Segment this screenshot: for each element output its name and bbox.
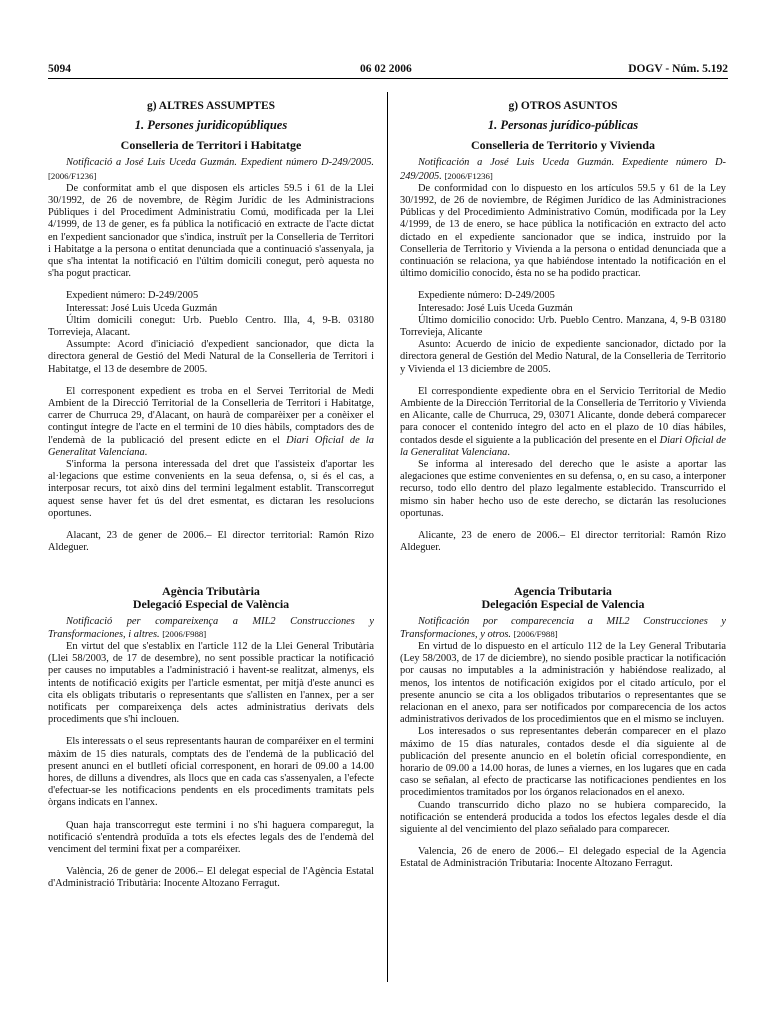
paragraph: Se informa al interesado del derecho que le asiste a aportar las alegaciones que estime convenientes en su defensa, o, en su caso, a interponer recurso, todo ello dentro del plazo legalmente establecido. Transcurrido el mismo sin haber hecho uso de este derecho, se dictarán las resoluciones oportunas. [400, 459, 726, 519]
paragraph: Quan haja transcorregut este termini i no s'hi haguera comparegut, la notificació s'entendrà produïda a tots els efectes legals des de l'endemà del venciment del termini fixat per a comparéixer. [48, 819, 374, 855]
column-valencian [48, 100, 374, 891]
paragraph: Los interesados o sus representantes deberán comparecer en el plazo máximo de 15 días naturales, contados desde el día siguiente al de publicación del presente anuncio en el boletín oficial correspondiente, en horario de 09.00 a 14.00 horas, de lunes a viernes, en los lugares que en cada caso se señalan, al efecto de practicarse las notificaciones pendientes en los procedimientos tramitados por los órganos relacionados en el anexo. [400, 726, 726, 799]
detail-interessat: Interessat: José Luis Uceda Guzmán [66, 302, 218, 314]
notice-reference: [2006/F1236] [48, 170, 97, 181]
notice-reference: [2006/F1236] [444, 170, 493, 181]
department-heading: Conselleria de Territori i Habitatge [120, 138, 302, 153]
paragraph: Els interessats o el seus representants hauran de comparéixer en el termini màxim de 15 dies naturals, comptats des de l'endemà de la publicació del present anunci en el butlletí oficial corresponent, en horari de 09.00 a 14.00 hores, de dilluns a divendres, als llocs que en cada cas s'assenyalen, a l'efecte d'efectuar-se les notificacions pendents en els procediments tramitats pels òrgans indicats en l'annex. [48, 736, 374, 809]
department-heading: Conselleria de Territorio y Vivienda [471, 138, 655, 153]
subsection-heading: 1. Persones juridicopúbliques [134, 118, 288, 133]
paragraph: De conformidad con lo dispuesto en los artículos 59.5 y 61 de la Ley 30/1992, de 26 de noviembre, de Régimen Jurídico de las Administraciones Públicas y del Procedimiento Administrativo Común, modificada por la Ley 4/1999, de 13 de enero, se hace pública la notificación en extracto del acto dictado en el expediente sancionador que se indica, instruido por la Conselleria de Territorio y Vivienda a la persona o entidad denunciada que a continuación se relaciona, ya que habiéndose intentado la notificación en el último domicilio conocido, ésta no se ha podido practicar. [400, 182, 726, 280]
detail-domicili: Últim domicili conegut: Urb. Pueblo Centro. Illa, 4, 9-B. 03180 Torrevieja, Alacant. [48, 314, 374, 339]
notice-reference: [2006/F988] [513, 628, 558, 639]
subsection-heading: 1. Personas jurídico-públicas [487, 118, 639, 133]
paragraph: En virtut del que s'establix en l'article 112 de la Llei General Tributària (Llei 58/2003, de 17 de desembre), no sent possible practicar la notificació per causes no imputables a l'administració i havent-se realitzat, almenys, els intents de notificació exigits per l'article esmentat, per mitjà d'este anunci es cita els obligats tributaris o representants que s'allisten en l'annex, per a ser notificats per compareixença dels actes administratius derivats dels procediments que s'hi inclouen. [48, 640, 374, 726]
paragraph: El correspondiente expediente obra en el Servicio Territorial de Medio Ambiente de la Dirección Territorial de la Conselleria de Territorio y Vivienda en Alicante, calle de Churruca, 29, 03071 Alicante, donde deberá comparecer para conocer el contenido íntegro del acto en el plazo de 10 días hábiles, contados desde el siguiente a la publicación del presente en el Diari Oficial de la Generalitat Valenciana. [400, 385, 726, 458]
section-heading: g) ALTRES ASSUMPTES [146, 100, 276, 112]
detail-domicilio: Último domicilio conocido: Urb. Pueblo Centro. Manzana, 4, 9-B 03180 Torrevieja, Alicante [400, 314, 726, 339]
page-number: 5094 [48, 63, 71, 75]
journal-name: Diari Oficial de la Generalitat Valenciana [400, 434, 726, 458]
detail-expediente: Expediente número: D-249/2005 [418, 290, 555, 302]
paragraph: Cuando transcurrido dicho plazo no se hubiera comparecido, la notificación se entenderá producida a todos los efectos legales desde el día siguiente al del vencimiento del plazo señalado para comparecer. [400, 799, 726, 835]
section-heading: g) OTROS ASUNTOS [508, 100, 618, 112]
detail-expedient: Expedient número: D-249/2005 [66, 290, 199, 302]
detail-asunto: Asunto: Acuerdo de inicio de expediente sancionador, dictado por la directora general de Gestión del Medio Natural, de la Conselleria de Territorio y Vivienda el 13 diciembre de 2005. [400, 339, 726, 375]
signature: València, 26 de gener de 2006.– El delegat especial de l'Agència Estatal d'Administració Tributària: Inocente Altozano Ferragut. [48, 866, 374, 890]
notice-title: Notificación a José Luis Uceda Guzmán. Expediente número D-249/2005. [2006/F1236] [400, 157, 726, 182]
notice-agencia [400, 585, 726, 871]
column-spanish [400, 100, 726, 871]
signature: Alicante, 23 de enero de 2006.– El director territorial: Ramón Rizo Aldeguer. [400, 530, 726, 554]
department-heading: Agencia Tributaria Delegación Especial de Valencia [481, 583, 645, 611]
notice-title: Notificación por comparecencia a MIL2 Construcciones y Transformaciones, y otros. [2006/F988] [400, 615, 726, 640]
notice-territorio [400, 139, 726, 554]
paragraph: S'informa la persona interessada del dret que l'assisteix d'aportar les al·legacions que estime convenients en la seua defensa, o, si és el cas, a interposar recurs, tot això dins del termini legalment establit. Transcorregut aquest sense haver fet ús del dret esmentat, es dictaran les resolucions oportunes. [48, 459, 374, 519]
notice-territori [48, 139, 374, 554]
notice-reference: [2006/F988] [162, 628, 207, 639]
notice-title: Notificació per compareixença a MIL2 Construcciones y Transformaciones, i altres. [2006/F988] [48, 615, 374, 640]
signature: Valencia, 26 de enero de 2006.– El delegado especial de la Agencia Estatal de Administración Tributaria: Inocente Altozano Ferragut. [400, 846, 726, 870]
paragraph: En virtud de lo dispuesto en el artículo 112 de la Ley General Tributaria (Ley 58/2003, de 17 de diciembre), no siendo posible practicar la notificación por causas no imputables a la administración y habiéndose realizado, al menos, los intentos de notificación exigidos por el citado artículo, por el presente anuncio se cita a los obligados tributarios o representantes que se relacionan en el anexo, para ser notificados por comparecencia de los actos administrativos derivados de los procedimientos que en el mismo se incluyen. [400, 640, 726, 726]
column-divider [387, 92, 388, 982]
header-rule [48, 78, 728, 79]
journal-name: Diari Oficial de la Generalitat Valenciana [48, 434, 374, 458]
detail-interesado: Interesado: José Luis Uceda Guzmán [418, 302, 573, 314]
department-heading: Agència Tributària Delegació Especial de València [132, 583, 290, 611]
journal-issue: DOGV - Núm. 5.192 [628, 63, 728, 75]
notice-agencia [48, 585, 374, 891]
detail-assumpte: Assumpte: Acord d'iniciació d'expedient sancionador, que dicta la directora general de Gestió del Medi Natural de la Conselleria de Territori i Habitatge, el 13 de desembre de 2005. [48, 339, 374, 375]
issue-date: 06 02 2006 [360, 63, 412, 75]
notice-title: Notificació a José Luis Uceda Guzmán. Expedient número D-249/2005. [2006/F1236] [48, 157, 374, 181]
paragraph: El corresponent expedient es troba en el Servei Territorial de Medi Ambient de la Direcció Territorial de la Conselleria de Territori i Habitatge, carrer de Churruca 29, d'Alacant, on haurà de comparèixer per a conèixer el contingut íntegre de l'acte en el termini de 10 dies hàbils, comptadors des de l'endemà de la publicació del present edicte en el Diari Oficial de la Generalitat Valenciana. [48, 385, 374, 458]
page-header [48, 63, 728, 79]
signature: Alacant, 23 de gener de 2006.– El director territorial: Ramón Rizo Aldeguer. [48, 530, 374, 554]
paragraph: De conformitat amb el que disposen els articles 59.5 i 61 de la Llei 30/1992, de 26 de novembre, de Règim Jurídic de les Administracions Públiques i del Procediment Administratiu Comú, modificada per la Llei 4/1999, de 13 de gener, es fa pública la notificació en extracte de l'acte dictat en l'expedient sancionador que s'indica, instruït per la Conselleria de Territori i Habitatge a la persona o entitat denunciada que a continuació s'assenyala, ja que s'ha intentat la notificació en l'últim domicili conegut, però aquesta no s'ha pogut practicar. [48, 182, 374, 280]
